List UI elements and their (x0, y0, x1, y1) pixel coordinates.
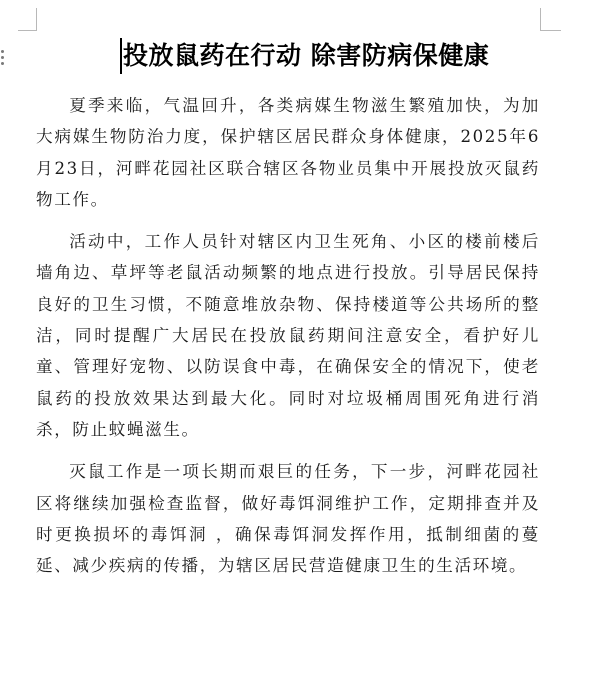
paragraph-3[interactable]: 灭鼠工作是一项长期而艰巨的任务，下一步，河畔花园社区将继续加强检查监督，做好毒饵洞维护工作，定期排查并及时更换损坏的毒饵洞 ，确保毒饵洞发挥作用，抵制细菌的蔓延、减少疾病的传播，为辖区居民营造健康卫生的生活环境。 (36, 462, 540, 576)
paragraph-2[interactable]: 活动中，工作人员针对辖区内卫生死角、小区的楼前楼后墙角边、草坪等老鼠活动频繁的地点进行投放。引导居民保持良好的卫生习惯，不随意堆放杂物、保持楼道等公共场所的整洁，同时提醒广大居民在投放鼠药期间注意安全，看护好儿童、管理好宠物、以防误食中毒，在确保安全的情况下，使老鼠药的投放效果达到最大化。同时对垃圾桶周围死角进行消杀，防止蚊蝇滋生。 (36, 232, 540, 439)
top-left-crop-mark (18, 8, 37, 31)
text-cursor (120, 38, 122, 74)
drag-handle-icon[interactable] (1, 50, 5, 68)
paragraph-1[interactable]: 夏季来临，气温回升，各类病媒生物滋生繁殖加快，为加大病媒生物防治力度，保护辖区居民群众身体健康，2025年6月23日，河畔花园社区联合辖区各物业员集中开展投放灭鼠药物工作。 (36, 96, 540, 209)
document-body[interactable] (36, 90, 540, 581)
document-title[interactable]: 投放鼠药在行动 除害防病保健康 (123, 41, 490, 70)
top-right-crop-mark (540, 8, 561, 31)
